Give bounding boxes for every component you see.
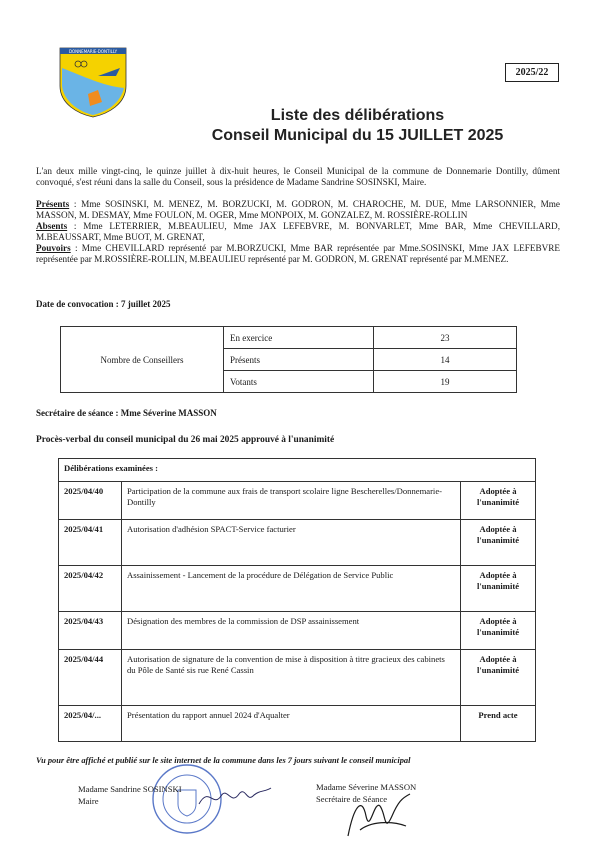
absents-text: : Mme LETERRIER, M.BEAULIEU, Mme JAX LEFEBVRE, M. BONVARLET, Mme BAR, Mme CHEVILLARD, M.BEAUSSART, Mme BUOT, M. GRENAT,	[36, 221, 560, 242]
secretaire-de-seance: Secrétaire de séance : Mme Séverine MASSON	[36, 408, 217, 418]
deliberation-result: Prend acte	[461, 706, 536, 742]
deliberation-result: Adoptée à l'unanimité	[461, 650, 536, 706]
conseillers-row	[61, 327, 517, 349]
table-row	[59, 612, 536, 650]
pouvoirs-line	[36, 243, 560, 265]
deliberation-subject: Désignation des membres de la commission de DSP assainissement	[122, 612, 461, 650]
secretary-name: Madame Séverine MASSON	[316, 782, 417, 792]
conseillers-row-value: 14	[374, 349, 517, 371]
title-line-2: Conseil Municipal du 15 JUILLET 2025	[211, 127, 504, 144]
deliberation-number: 2025/04/44	[59, 650, 122, 706]
secretary-role: Secrétaire de Séance	[316, 794, 388, 804]
conseillers-row-label: En exercice	[224, 327, 374, 349]
conseillers-label: Nombre de Conseillers	[61, 327, 224, 393]
deliberations-table	[58, 458, 536, 742]
deliberation-number: 2025/04/43	[59, 612, 122, 650]
proces-verbal-line	[36, 435, 334, 445]
svg-text:DONNEMARIE-DONTILLY: DONNEMARIE-DONTILLY	[68, 49, 118, 54]
deliberation-number: 2025/04/40	[59, 482, 122, 520]
pouvoirs-text: : Mme CHEVILLARD représenté par M.BORZUCKI, Mme BAR représentée par Mme.SOSINSKI, Mme JAX LEFEBVRE représentée par M.ROSSIÈRE-ROLLIN, M.BEAULIEU représenté par M. GODRON, M. GRENAT représenté par M.MENEZ.	[36, 243, 560, 264]
deliberation-result: Adoptée à l'unanimité	[461, 566, 536, 612]
intro-paragraph: L'an deux mille vingt-cinq, le quinze juillet à dix-huit heures, le Conseil Municipal de la commune de Donnemarie Dontilly, dûment convoqué, s'est réuni dans la salle du Conseil, sous la présidence de Madame Sandrine SOSINSKI, Maire.	[36, 166, 560, 187]
table-row	[59, 706, 536, 742]
publication-note: Vu pour être affiché et publié sur le site internet de la commune dans les 7 jours suivant le conseil municipal	[36, 756, 411, 765]
pouvoirs-label: Pouvoirs	[36, 243, 71, 253]
attendance-block	[36, 199, 560, 265]
deliberation-subject: Présentation du rapport annuel 2024 d'Aqualter	[122, 706, 461, 742]
title-line-1: Liste des délibérations	[270, 107, 445, 124]
mayor-signature	[195, 778, 275, 814]
deliberation-subject: Participation de la commune aux frais de transport scolaire ligne Bescherelles/Donnemarie-Dontilly	[122, 482, 461, 520]
deliberation-result: Adoptée à l'unanimité	[461, 482, 536, 520]
absents-label: Absents	[36, 221, 68, 231]
table-row	[59, 650, 536, 706]
mayor-signatory	[78, 783, 182, 807]
deliberation-number: 2025/04/41	[59, 520, 122, 566]
deliberation-subject: Autorisation de signature de la convention de mise à disposition à titre gracieux des cabinets du Pôle de Santé sis rue René Cassin	[122, 650, 461, 706]
conseillers-row-value: 23	[374, 327, 517, 349]
pv-prefix: Procès-verbal du conseil municipal du	[36, 435, 191, 445]
conseillers-row-label: Votants	[224, 371, 374, 393]
table-row	[59, 520, 536, 566]
presents-line	[36, 199, 560, 221]
reference-number: 2025/22	[505, 63, 559, 82]
conseillers-row-label: Présents	[224, 349, 374, 371]
table-row	[59, 566, 536, 612]
secretary-signatory	[316, 781, 416, 805]
presents-label: Présents	[36, 199, 70, 209]
pv-suffix: approuvé à l'unanimité	[238, 435, 335, 445]
deliberation-result: Adoptée à l'unanimité	[461, 520, 536, 566]
deliberation-number: 2025/04/42	[59, 566, 122, 612]
conseillers-table	[60, 326, 517, 393]
deliberation-subject: Autorisation d'adhésion SPACT-Service facturier	[122, 520, 461, 566]
mayor-name: Madame Sandrine SOSINSKI	[78, 784, 182, 794]
conseillers-row-value: 19	[374, 371, 517, 393]
convocation-date: Date de convocation : 7 juillet 2025	[36, 299, 171, 309]
table-row	[59, 482, 536, 520]
mayor-role: Maire	[78, 796, 99, 806]
presents-text: : Mme SOSINSKI, M. MENEZ, M. BORZUCKI, M. GODRON, M. CHAROCHE, M. DUE, Mme LARSONNIER, Mme MASSON, M. DESMAY, Mme FOULON, M. OGER, Mme MONPOIX, M. GONZALEZ, M. ROSSIÈRE-ROLLIN	[36, 199, 560, 220]
pv-date: 26 mai 2025	[190, 435, 239, 445]
deliberation-subject: Assainissement - Lancement de la procédure de Délégation de Service Public	[122, 566, 461, 612]
deliberation-result: Adoptée à l'unanimité	[461, 612, 536, 650]
deliberation-number: 2025/04/...	[59, 706, 122, 742]
absents-line	[36, 221, 560, 243]
deliberations-header: Délibérations examinées :	[59, 459, 536, 482]
